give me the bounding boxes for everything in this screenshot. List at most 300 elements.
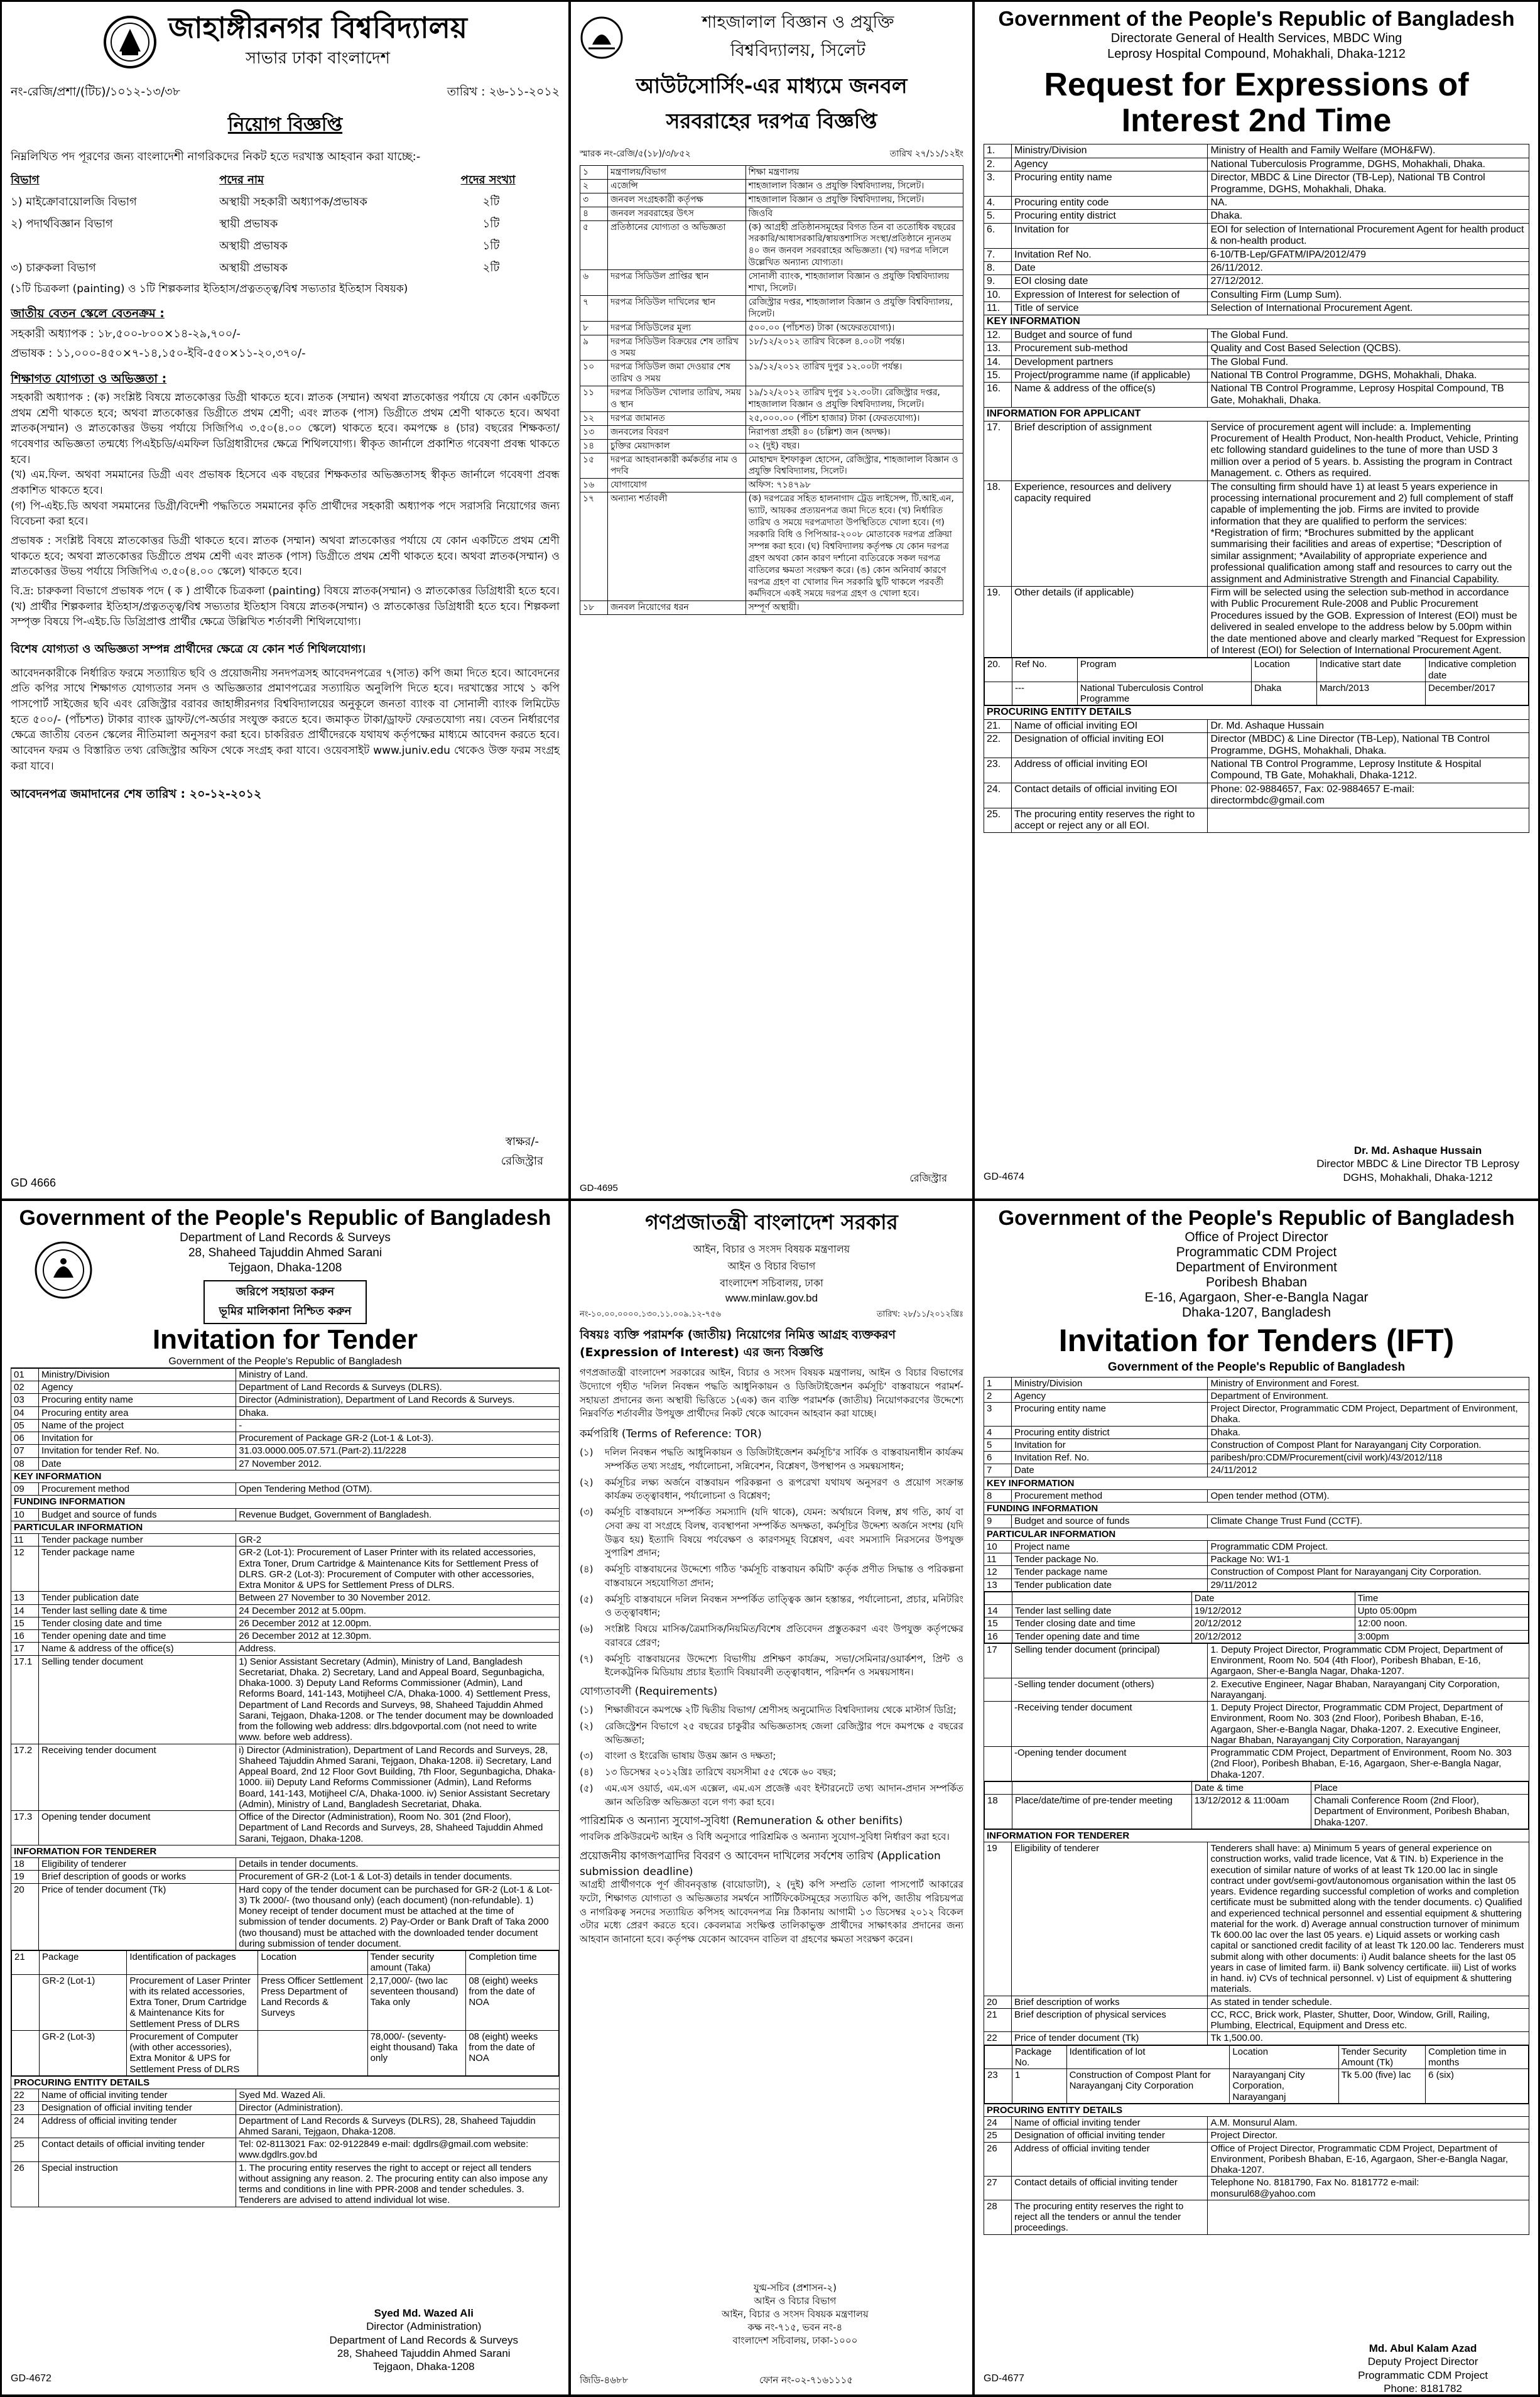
row-value: National TB Control Programme, DGHS, Mohakhali, Dhaka.: [1208, 369, 1529, 383]
dlrs-sign-city: Tejgaon, Dhaka-1208: [372, 2361, 475, 2373]
row-label: Designation of official inviting tender: [39, 2102, 236, 2114]
row-value: 2. Executive Engineer, Nagar Bhaban, Narayanganj City Corporation, Narayanganj.: [1208, 1678, 1529, 1702]
row-number: 19: [984, 1842, 1012, 1996]
row-label: দরপত্র সিডিউল খোলার তারিখ, সময় ও স্থান: [608, 386, 746, 412]
meeting-head: [985, 1781, 1529, 1794]
row-value: Climate Change Trust Fund (CCTF).: [1208, 1515, 1529, 1528]
row-number: 10.: [984, 288, 1012, 302]
row-number: [984, 1702, 1012, 1747]
row-number: ২: [580, 179, 608, 193]
row-number: ৫: [580, 220, 608, 270]
eoi-row: [984, 369, 1529, 383]
lot-head: [985, 2045, 1529, 2069]
row-value: National TB Control Programme, Leprosy Institute & Hospital Compound, TB Gate, Mohakhali, Dhaka-1212.: [1208, 758, 1529, 783]
ju-post-row: ১) মাইক্রোবায়োলজি বিভাগ অস্থায়ী সহকারী অধ্যাপক/প্রভাষক ২টি: [11, 195, 500, 209]
row-number: ১: [580, 166, 608, 180]
row-number: 22.: [984, 733, 1012, 758]
row-number: 02: [11, 1381, 39, 1394]
list-item: [580, 1782, 963, 1810]
dghs-sign-name: Dr. Md. Ashaque Hussain: [1353, 1144, 1482, 1156]
row-label: Procurement method: [39, 1483, 236, 1496]
row-value: Package No: W1-1: [1208, 1553, 1529, 1566]
row-number: 18.: [984, 481, 1012, 587]
row-value: Director (MBDC) & Line Director (TB-Lep), National TB Control Programme, DGHS, Mohakhali, Dhaka.: [1208, 733, 1529, 758]
row-number: 6: [984, 1452, 1012, 1464]
eoi-row: [984, 223, 1529, 248]
row-value: 27 November 2012.: [236, 1457, 560, 1470]
minlaw-memo: নং-১০.০০.০০০০.১৩০.১১.০০৯.১২-৭৫৬: [580, 1310, 721, 1319]
tender-row: [11, 2102, 560, 2114]
panel-dlrs-tender: [2, 1201, 568, 2394]
eoi-row: [984, 808, 1529, 833]
ju-post-row: অস্থায়ী প্রভাষক ১টি: [219, 239, 500, 253]
dghs-heading-2: Interest 2nd Time: [1121, 102, 1392, 139]
row-number: ৯: [580, 335, 608, 361]
row-label: Title of service: [1012, 302, 1208, 315]
row-number: 8.: [984, 261, 1012, 274]
eoi-row: [984, 210, 1529, 223]
date-row-cell: 14: [985, 1605, 1012, 1617]
row-number: 16: [11, 1630, 39, 1643]
row-number: 12: [11, 1546, 39, 1592]
ju-gd-code: GD 4666: [11, 1177, 57, 1189]
row-number: 2: [984, 1389, 1012, 1402]
row-label: Tender opening date and time: [39, 1630, 236, 1643]
program-head: [985, 658, 1529, 682]
doe-sign-project: Programmatic CDM Project: [1358, 2369, 1488, 2381]
eoi-row: [984, 758, 1529, 783]
dlrs-slogan-2: ভূমির মালিকানা নিশ্চিত করুন: [219, 1305, 352, 1318]
row-number: 5: [984, 1438, 1012, 1451]
university-logo-icon: [580, 16, 624, 60]
dghs-sign-designation: Director MBDC & Line Director TB Leprosy: [1316, 1158, 1519, 1170]
row-value: Department of Land Records & Surveys (DLRS).: [236, 1381, 560, 1394]
lot-table-wrap: [984, 2045, 1529, 2104]
row-label: Procuring entity code: [1012, 196, 1208, 209]
row-value: Syed Md. Wazed Ali.: [236, 2089, 560, 2102]
eoi-row: [984, 329, 1529, 342]
row-value: Ministry of Environment and Forest.: [1208, 1377, 1529, 1389]
section-header: [984, 315, 1529, 329]
section-title: KEY INFORMATION: [11, 1470, 560, 1482]
ju-pay-2: প্রভাষক : ১১,০০০-৪৫০×৭-১৪,১৫০-ইবি-৫৫০×১১-২০,৩৭০/-: [11, 347, 306, 361]
row-number: [984, 1747, 1012, 1781]
tender-row: [580, 361, 963, 386]
ju-col-post: পদের নাম: [219, 173, 264, 187]
row-number: 14: [11, 1604, 39, 1617]
package-row-cell: [12, 1974, 40, 2030]
program-head-cell: Program: [1077, 658, 1251, 682]
section-header: [984, 706, 1529, 719]
row-label: Designation of official inviting EOI: [1012, 733, 1208, 758]
row-value: Address.: [236, 1643, 560, 1655]
list-item: [580, 1749, 963, 1763]
row-label: Eligibility of tenderer: [1012, 1842, 1208, 1996]
row-label: Invitation Ref. No.: [1012, 1452, 1208, 1464]
list-marker: (৬): [580, 1623, 594, 1635]
date-row-cell: Tender last selling date: [1012, 1605, 1192, 1617]
package-table-wrap: [11, 1950, 560, 2077]
row-value: মোহাম্মদ ইশফাকুল হোসেন, রেজিস্ট্রার, শাহজালাল বিজ্ঞান ও প্রযুক্তি বিশ্ববিদ্যালয়, সিলেট।: [746, 453, 963, 479]
row-value: ১৯/১২/২০১২ তারিখ দুপুর ১২.৩০টা। রেজিস্ট্রার দপ্তর, শাহজালাল বিজ্ঞান ও প্রযুক্তি বিশ্ববিদ্যালয়, সিলেট।: [746, 386, 963, 412]
package-row-cell: Press Officer Settlement Press Department of Land Records & Surveys: [258, 1974, 367, 2030]
row-label: Development partners: [1012, 356, 1208, 369]
row-number: 19.: [984, 587, 1012, 658]
minlaw-title: গণপ্রজাতন্ত্রী বাংলাদেশ সরকার: [645, 1210, 898, 1234]
meeting-row-cell: 18: [985, 1795, 1012, 1829]
tender-row: [11, 1643, 560, 1655]
dghs-sign-address: DGHS, Mohakhali, Dhaka-1212: [1343, 1171, 1493, 1183]
eoi-row: [984, 261, 1529, 274]
row-value: paribesh/pro:CDM/Procurement(civil work)/43/2012/118: [1208, 1452, 1529, 1464]
row-value: Director (Administration), Department of Land Records & Surveys.: [236, 1394, 560, 1406]
package-head-cell: 21: [12, 1951, 40, 1975]
date-row: [985, 1617, 1529, 1630]
row-number: ১৭: [580, 492, 608, 601]
sust-signature: রেজিস্ট্রার: [909, 1172, 947, 1184]
row-label: Name & address of the office(s): [39, 1643, 236, 1655]
tender-row: [580, 207, 963, 220]
row-label: Special instruction: [39, 2161, 236, 2207]
meeting-row-cell: Chamali Conference Room (2nd Floor), Department of Environment, Poribesh Bhaban, Dhaka-1207.: [1311, 1795, 1529, 1829]
minlaw-sub-3: বাংলাদেশ সচিবালয়, ঢাকা: [720, 1277, 823, 1289]
tender-row: [984, 2177, 1529, 2200]
ju-title: জাহাঙ্গীরনগর বিশ্ববিদ্যালয়: [168, 11, 467, 45]
tender-row: [11, 1432, 560, 1445]
tender-row: [580, 270, 963, 296]
row-value: Phone: 02-9884657, Fax: 02-9884657 E-mail: directormbdc@gmail.com: [1208, 783, 1529, 808]
list-item: [580, 1476, 963, 1504]
row-label: Brief description of physical services: [1012, 2008, 1208, 2032]
tender-row: [580, 335, 963, 361]
row-number: ৪: [580, 207, 608, 220]
date-row-cell: 12:00 noon.: [1355, 1617, 1528, 1630]
ju-col-dept: বিভাগ: [11, 173, 40, 187]
tender-row: [11, 2161, 560, 2207]
section-title: PARTICULAR INFORMATION: [11, 1521, 560, 1533]
tender-row: [984, 1464, 1529, 1477]
tender-row: [984, 2142, 1529, 2177]
row-number: 9: [984, 1515, 1012, 1528]
row-label: The procuring entity reserves the right to reject all the tenders or annul the tender proceedings.: [1012, 2200, 1208, 2234]
row-value: CC, RCC, Brick work, Plaster, Shutter, Door, Window, Grill, Railing, Plumbing, Electrical, Equipment and Dress etc.: [1208, 2008, 1529, 2032]
doe-subheading: Government of the People's Republic of Bangladesh: [1107, 1360, 1406, 1374]
row-number: 28: [984, 2200, 1012, 2234]
tender-row: [984, 1643, 1529, 1678]
tender-row: [11, 1592, 560, 1604]
row-number: 17.2: [11, 1744, 39, 1811]
tender-row: [11, 1811, 560, 1845]
date-head: [985, 1592, 1529, 1604]
section-title: FUNDING INFORMATION: [11, 1496, 560, 1508]
date-head-cell: Time: [1355, 1592, 1528, 1604]
row-number: 05: [11, 1419, 39, 1432]
row-label: Tender package No.: [1012, 1553, 1208, 1566]
row-label: Procuring entity name: [1012, 171, 1208, 197]
row-value: Construction of Compost Plant for Narayanganj City Corporation.: [1208, 1566, 1529, 1579]
tender-row: [984, 1996, 1529, 2008]
ju-intro: নিম্নলিখিত পদ পূরণের জন্য বাংলাদেশী নাগরিকদের নিকট হতে দরখাস্ত আহবান করা যাচ্ছে:-: [11, 150, 421, 164]
tender-row: [580, 479, 963, 492]
tender-row: [984, 1452, 1529, 1464]
row-value: [1208, 2200, 1529, 2234]
dlrs-sub-3: Tejgaon, Dhaka-1208: [228, 1261, 342, 1275]
lot-table: [984, 2045, 1529, 2104]
tender-row: [11, 2138, 560, 2162]
row-label: Name of the project: [39, 1419, 236, 1432]
row-value: Firm will be selected using the selection sub-method in accordance with Public Procurement Rule-2008 and Public Procurement Procedures issued by the GOB. Expression of Interest (EOI) must be delivered in sealed envelope to the address below by 5.00pm within the date mentioned above and clearly marked "Request for Expression of Interest (EOI) for Selection of International Procurement Agent.: [1208, 587, 1529, 658]
row-label: Selling tender document: [39, 1655, 236, 1744]
row-label: EOI closing date: [1012, 275, 1208, 288]
row-value: শিক্ষা মন্ত্রণালয়: [746, 166, 963, 180]
minlaw-tor-title: কর্মপরিধি (Terms of Reference: TOR): [580, 1428, 762, 1441]
package-row-cell: [258, 2030, 367, 2075]
minlaw-rem-title: পারিশ্রমিক ও অন্যান্য সুযোগ-সুবিধা (Remuneration & other benifits): [580, 1815, 903, 1828]
row-label: Tender package name: [1012, 1566, 1208, 1579]
panel-sust-tender: [571, 2, 972, 1198]
section-header: [984, 1503, 1529, 1515]
row-number: 23: [11, 2102, 39, 2114]
row-value: 24/11/2012: [1208, 1464, 1529, 1477]
doe-signature: [1358, 2342, 1488, 2394]
eoi-row: [984, 383, 1529, 408]
row-label: Contact details of official inviting EOI: [1012, 783, 1208, 808]
minlaw-sign-5: বাংলাদেশ সচিবালয়, ঢাকা-১০০০: [732, 2335, 858, 2346]
row-value: নিরাপত্তা প্রহরী ৪০ (চল্লিশ) জন (অদক্ষ)।: [746, 425, 963, 439]
dghs-gd-code: GD-4674: [984, 1171, 1024, 1182]
tender-row: [984, 1842, 1529, 1996]
ju-post-row: ৩) চারুকলা বিভাগ অস্থায়ী প্রভাষক ২টি: [11, 261, 500, 275]
ju-qual-1: সহকারী অধ্যাপক : (ক) সংশ্লিষ্ট বিষয়ে স্নাতকোত্তর ডিগ্রী থাকতে হবে। স্নাতক (সম্মান) অথবা স্নাতকোত্তর পর্যায়ে যে কোন একটিতে প্রথম শ্রেণী থাকতে হবে; অথবা স্নাতকোত্তর ডিগ্রীতে প্রথম শ্রেণী; এবং স্নাতক (পাস) ডিগ্রীতে প্রথম শ্রেণী থাকতে হবে। অথবা স্নাতক(সম্মান) ও স্নাতকোত্তর উভয় পর্যায়ে সিজিপিএ ৩.৫০(৪.০০ স্কেলে) থাকতে হবে। কমপক্ষে ৪ (চার) বছরের শিক্ষকতা/গবেষণার অভিজ্ঞতা তন্মধ্যে পিএইচডি/এমফিল ডিগ্রিধারীদের ক্ষেত্রে শিথিলযোগ্য। স্বীকৃত জার্নালে প্রকাশিত গবেষণা প্রবন্ধ থাকতে হবে।: [11, 391, 560, 466]
row-label: Tender package name: [39, 1546, 236, 1592]
lot-head-cell: [985, 2045, 1012, 2069]
row-label: Agency: [1012, 1389, 1208, 1402]
row-label: চুক্তির মেয়াদকাল: [608, 439, 746, 453]
row-label: Invitation for: [39, 1432, 236, 1445]
package-row-cell: Procurement of Laser Printer with its related accessories, Extra Toner, Drum Cartridge & Maintenance Kits for Settlement Press of DLRS: [127, 1974, 258, 2030]
row-number: 04: [11, 1406, 39, 1419]
tender-row: [984, 1389, 1529, 1402]
row-number: 10: [984, 1540, 1012, 1553]
row-value: Project Director.: [1208, 2129, 1529, 2142]
date-row: [985, 1605, 1529, 1617]
row-number: ৩: [580, 193, 608, 207]
section-header: [11, 1845, 560, 1857]
panel-dghs-eoi: [975, 2, 1538, 1198]
row-number: 22: [11, 2089, 39, 2102]
program-row: [985, 682, 1529, 705]
panel-doe-ift: [975, 1201, 1538, 2394]
program-head-cell: Location: [1252, 658, 1317, 682]
row-value: 26 December 2012 at 12.00pm.: [236, 1617, 560, 1629]
row-number: 9.: [984, 275, 1012, 288]
doe-sub-1: Office of Project Director: [1185, 1230, 1328, 1244]
row-label: যোগাযোগ: [608, 479, 746, 492]
row-label: Date: [39, 1457, 236, 1470]
row-value: রেজিস্ট্রার দপ্তর, শাহজালাল বিজ্ঞান ও প্রযুক্তি বিশ্ববিদ্যালয়, সিলেট।: [746, 295, 963, 321]
program-row-cell: ---: [1012, 682, 1078, 705]
row-value: Programmatic CDM Project.: [1208, 1540, 1529, 1553]
row-value: Programmatic CDM Project, Department of Environment, Room No. 303 (2nd Floor), Poribesh Bhaban, E-16, Agargaon, Sher-e-Bangla Nagar, Dhaka-1207.: [1208, 1747, 1529, 1781]
section-header: [984, 408, 1529, 421]
date-row-cell: 20/12/2012: [1191, 1617, 1355, 1630]
program-row-cell: [985, 682, 1012, 705]
row-number: 7: [984, 1464, 1012, 1477]
dlrs-gd-code: GD-4672: [11, 2373, 52, 2384]
row-value: -: [236, 1419, 560, 1432]
row-label: -Opening tender document: [1012, 1747, 1208, 1781]
ju-header: [11, 11, 560, 73]
list-marker: (৭): [580, 1653, 594, 1665]
list-item: [580, 1653, 963, 1680]
row-value: Between 27 November to 30 November 2012.: [236, 1592, 560, 1604]
tender-row: [984, 1377, 1529, 1389]
tender-row: [11, 1508, 560, 1521]
row-label: দরপত্র আহবানকারী কর্মকর্তার নাম ও পদবি: [608, 453, 746, 479]
lot-row-cell: Construction of Compost Plant for Narayanganj City Corporation: [1066, 2069, 1230, 2104]
tender-row: [11, 1368, 560, 1381]
section-title: KEY INFORMATION: [984, 315, 1529, 329]
package-head-cell: Location: [258, 1951, 367, 1975]
package-row-cell: 08 (eight) weeks from the date of NOA: [466, 2030, 559, 2075]
row-value: 1. Deputy Project Director, Programmatic CDM Project, Department of Environment, Room No. 504 (4th Floor), Poribesh Bhaban, E-16, Agargaon, Sher-e-Bangla Nagar, Dhaka-1207.: [1208, 1643, 1529, 1678]
lot-row-cell: 6 (six): [1426, 2069, 1529, 2104]
row-number: 6.: [984, 223, 1012, 248]
dlrs-subheading: Government of the People's Republic of Bangladesh: [11, 1356, 560, 1368]
dlrs-sign-name: Syed Md. Wazed Ali: [374, 2307, 474, 2319]
section-header: [984, 1528, 1529, 1540]
row-number: 1.: [984, 144, 1012, 158]
meeting-table: [984, 1781, 1529, 1829]
ju-signature: [501, 1133, 543, 1171]
tender-row: [580, 453, 963, 479]
row-value: Tenderers shall have: a) Minimum 5 years of general experience on construction works, valid trade licence, Vat & TIN. b) Experience in the execution of similar nature of works of at least Tk 120.00 lac in single contract under govt/semi-govt/autonomous organisation within the last 05 years. Evidence regarding successful completion of works and completion certificate must be submitted along with the tender documents. c) Qualified and experienced technical personnel and essential equipment & shuttering material for the work. d) Average annual construction turnover of minimum Tk 600.00 lac over the last 05 years. e) Liquid assets or working cash capital or sanctioned credit facility of at least Tk 120.00 lac. Tenderers must submit along with other documents: i) Audit balance sheets for the last 05 years in case of limited farm. ii) Bank solvency certificate. iii) List of works in hand. iv) CVs of technical personnel. v) List of equipment & shuttering materials.: [1208, 1842, 1529, 1996]
row-label: Tender publication date: [1012, 1579, 1208, 1591]
row-value: Dhaka.: [1208, 1426, 1529, 1438]
row-value: 27/12/2012.: [1208, 275, 1529, 288]
row-number: 4: [984, 1426, 1012, 1438]
sust-tender-table: [580, 165, 963, 615]
tender-row: [11, 1534, 560, 1546]
row-value: 1) Senior Assistant Secretary (Admin), Ministry of Land, Bangladesh Secretariat, Dhaka. 2) Secretary, Land and Appeal Board, Segunbagicha, Dhaka-1000. 3) Deputy Land Reforms Commissioner (Admin), Land Reforms Board, 141-143, Motijheel C/A, Dhaka-1000. 4) Settlement Press, Department of Land Records and Surveys, 98, Shaheed Tajuddin Ahmed Sarani, Tejgaon, Dhaka-1208. or The tender document may be downloaded from the following web address: dlrs.bdgovportal.com (not need to write www. before web address).: [236, 1655, 560, 1744]
ju-qual-5: বি.দ্র: চারুকলা বিভাগে প্রভাষক পদে ( ক ) প্রার্থীকে চিত্রকলা (painting) বিষয়ে স্নাতক(সম্মান) ও স্নাতকোত্তর ডিগ্রিধারী হতে হবে। (খ) প্রার্থীর শিল্পকলার ইতিহাস/প্রত্নতত্ত্ব/বিশ্ব সভ্যতার ইতিহাস বিষয়ে স্নাতক(সম্মান) ও স্নাতকোত্তর ডিগ্রিধারী হতে হবে। শিল্পকলা সম্পৃক্ত বিষয়ে পি-এইচ.ডি ডিগ্রিপ্রাপ্ত প্রার্থীর ক্ষেত্রে উল্লিখিত শর্তাবলী শিথিলযোগ্য।: [11, 584, 560, 629]
tender-row: [11, 1604, 560, 1617]
row-value: Department of Environment.: [1208, 1389, 1529, 1402]
tender-row: [984, 1553, 1529, 1566]
list-marker: (৪): [580, 1766, 594, 1778]
minlaw-sign-1: যুগ্ম-সচিব (প্রশাসন-২): [753, 2282, 837, 2293]
row-label: Ministry/Division: [39, 1368, 236, 1381]
row-value: Office of the Director (Administration), Room No. 301 (2nd Floor), Department of Land Records and Surveys, 28, Shaheed Tajuddin Ahmed Sarani, Tejgaon, Dhaka-1208.: [236, 1811, 560, 1845]
ju-qual-4: প্রভাষক : সংশ্লিষ্ট বিষয়ে স্নাতকোত্তর ডিগ্রী থাকতে হবে। স্নাতক (সম্মান) অথবা স্নাতকোত্তর পর্যায়ে যে কোন একটিতে প্রথম শ্রেণী থাকতে হবে; অথবা স্নাতকোত্তর ডিগ্রীতে প্রথম শ্রেণী এবং স্নাতক (পাস) ডিগ্রীতে প্রথম শ্রেণী থাকতে হবে। অথবা স্নাতক(সম্মান) ও স্নাতকোত্তর উভয় পর্যায়ে সিজিপিএ ৩.৫০(৪.০০ স্কেলে) থাকতে হবে।: [11, 534, 560, 579]
package-row: [12, 2030, 559, 2075]
row-number: 16.: [984, 383, 1012, 408]
date-row: [985, 1630, 1529, 1643]
row-value: Consulting Firm (Lump Sum).: [1208, 288, 1529, 302]
row-label: Project name: [1012, 1540, 1208, 1553]
row-number: 17: [11, 1643, 39, 1655]
row-number: 17.: [984, 421, 1012, 481]
minlaw-req-list: [580, 1704, 963, 1809]
row-number: 17.1: [11, 1655, 39, 1744]
list-text: এম.এস ওয়ার্ড, এম.এস এক্সেল, এম.এস প্রজেক্ট এবং ইন্টারনেটে তথ্য আদান-প্রদান সম্পর্কিত জ্ঞান অতিরিক্ত অভিজ্ঞতা বলে গণ্য করা হবে।: [605, 1782, 963, 1808]
minlaw-rem-text: পাবলিক প্রকিউরমেন্ট আইন ও বিধি অনুসারে পারিশ্রমিক ও অন্যান্য সুযোগ-সুবিধা নির্ধারণ করা হবে।: [580, 1831, 950, 1843]
row-number: 17: [984, 1643, 1012, 1678]
list-marker: (৩): [580, 1506, 594, 1518]
package-head-cell: Tender security amount (Taka): [367, 1951, 466, 1975]
doe-sign-designation: Deputy Project Director: [1367, 2356, 1478, 2368]
minlaw-app-text: আগ্রহী প্রার্থীগণকে পূর্ণ জীবনবৃত্তান্ত (বায়োডাটা), ২ (দুই) কপি সম্প্রতি তোলা পাসপোর্ট আকারের ফটো, শিক্ষাগত যোগ্যতা ও অভিজ্ঞতার সমর্থনে সার্টিফিকেটসমূহের সত্যায়িত কপি, জাতীয় পরিচয়পত্র ও নাগরিকত্ব সনদের সত্যায়িত কপিসহ আবেদনপত্র নিম্ন ঠিকানায় আগামী ১৩ ডিসেম্বর ২০১২ বিকেল ৩টার মধ্যে প্রেরণ করতে হবে। কেবলমাত্র সংক্ষিপ্ত তালিকাভুক্ত প্রার্থীদের সাক্ষাৎকার প্রদানের জন্য আহবান জানানো হবে। কর্তৃপক্ষ যেকোন আবেদন বাতিল বা গ্রহণের ক্ষমতা সংরক্ষণ করেন।: [580, 1879, 963, 1945]
ju-memo-line: [11, 83, 560, 103]
list-text: কর্মসূচি বাস্তবায়নে দলিল নিবন্ধন সম্পর্কিত তাত্ত্বিক জ্ঞান হস্তান্তর, পর্যালোচনা, প্রচার, মনিটরিং ও তত্ত্বাবধান;: [605, 1593, 963, 1619]
doe-sign-phone: Phone: 8181782: [1384, 2382, 1462, 2394]
tender-row: [11, 1381, 560, 1394]
row-label: The procuring entity reserves the right to accept or reject any or all EOI.: [1012, 808, 1208, 833]
list-item: [580, 1766, 963, 1780]
row-value: ১৮/১২/২০১২ তারিখ বিকেল ৪.০০টা পর্যন্ত।: [746, 335, 963, 361]
row-number: 25.: [984, 808, 1012, 833]
section-header: [984, 2104, 1529, 2116]
tender-row: [580, 601, 963, 615]
row-label: Invitation for tender Ref. No.: [39, 1445, 236, 1457]
row-number: 03: [11, 1394, 39, 1406]
row-value: (ক) দরপত্রের সহিত হালনাগাদ ট্রেড লাইসেন্স, টি.আই.এন, ভ্যাট, আয়কর প্রত্যয়নপত্র জমা দিতে হবে। (খ) নির্ধারিত তারিখ ও সময়ে দরপত্রদাতা উপস্থিতিতে খোলা হবে। (গ) সরকারি বিধি ও পিপিআর-২০০৮ মোতাবেক দরপত্র প্রক্রিয়া সম্পন্ন করা হবে। (ঘ) বিশ্ববিদ্যালয় কর্তৃপক্ষ যে কোন দরপত্র গ্রহণ অথবা কোন কারণ দর্শানো ব্যতিরেকে সকল দরপত্র বাতিলের ক্ষমতা সংরক্ষণ করে। (ঙ) কোন অনিবার্য কারণে দরপত্র গ্রহণ বা খোলার দিন সরকারি ছুটি থাকলে পরবর্তী কর্মদিবসে একই সময়ে দরপত্র গ্রহণ ও খোলা হবে।: [746, 492, 963, 601]
row-number: 24: [984, 2117, 1012, 2129]
row-label: Procuring entity area: [39, 1406, 236, 1419]
sust-gd-code: GD-4695: [580, 1183, 618, 1193]
minlaw-req-title: যোগ্যতাবলী (Requirements): [580, 1685, 718, 1699]
row-value: Quality and Cost Based Selection (QCBS).: [1208, 342, 1529, 356]
lot-row-cell: 23: [985, 2069, 1012, 2104]
date-head-cell: [985, 1592, 1012, 1604]
eoi-row: [984, 733, 1529, 758]
sust-memo-line: [580, 146, 963, 161]
minlaw-sub-1: আইন, বিচার ও সংসদ বিষয়ক মন্ত্রণালয়: [693, 1243, 850, 1255]
row-number: 17.3: [11, 1811, 39, 1845]
list-item: [580, 1622, 963, 1650]
row-label: দরপত্র সিডিউল বিক্রয়ের শেষ তারিখ ও সময়: [608, 335, 746, 361]
list-text: রেজিস্ট্রেশন বিভাগে ২৫ বছরের চাকুরীর অভিজ্ঞতাসহ জেলা রেজিস্ট্রার পদে কমপক্ষে ৫ বছরের অভিজ্ঞতা;: [605, 1720, 963, 1746]
minlaw-sign-4: কক্ষ নং-৭১৫, ভবন নং-৪: [747, 2322, 843, 2333]
row-label: Budget and source of funds: [39, 1508, 236, 1521]
row-number: ১৮: [580, 601, 608, 615]
list-text: কর্মসূচি বাস্তবায়নের উদ্দেশ্যে গঠিত 'কর্মসূচি বাস্তবায়ন কমিটি' কর্তৃক প্রণীত সিদ্ধান্ত ও পরিকল্পনা বাস্তবায়নে সহযোগিতা প্রদান;: [605, 1563, 963, 1589]
eoi-row: [984, 356, 1529, 369]
dlrs-sub-2: 28, Shaheed Tajuddin Ahmed Sarani: [188, 1246, 382, 1259]
tender-row: [11, 1457, 560, 1470]
section-header: [984, 1477, 1529, 1489]
tender-row: [580, 321, 963, 335]
row-label: Brief description of assignment: [1012, 421, 1208, 481]
row-label: Tender closing date and time: [39, 1617, 236, 1629]
row-label: Tender publication date: [39, 1592, 236, 1604]
row-value: Project Director, Programmatic CDM Project, Department of Environment, Dhaka.: [1208, 1403, 1529, 1427]
list-item: [580, 1506, 963, 1560]
section-title: INFORMATION FOR APPLICANT: [984, 408, 1529, 421]
row-label: জনবল নিয়োগের ধরন: [608, 601, 746, 615]
row-number: 26: [11, 2161, 39, 2207]
ju-pay-1: সহকারী অধ্যাপক : ১৮,৫০০-৮০০×১৪-২৯,৭০০/-: [11, 327, 241, 341]
tender-row: [11, 1883, 560, 1950]
date-row-cell: 20/12/2012: [1191, 1630, 1355, 1643]
dlrs-heading: Invitation for Tender: [152, 1324, 418, 1356]
package-head-cell: Identification of packages: [127, 1951, 258, 1975]
list-item: [580, 1720, 963, 1747]
minlaw-sign-2: আইন ও বিচার বিভাগ: [754, 2295, 837, 2307]
program-head-cell: Ref No.: [1012, 658, 1078, 682]
row-label: এজেন্সি: [608, 179, 746, 193]
row-value: Telephone No. 8181790, Fax No. 8181772 e-mail: monsurul68@yahoo.com: [1208, 2177, 1529, 2200]
